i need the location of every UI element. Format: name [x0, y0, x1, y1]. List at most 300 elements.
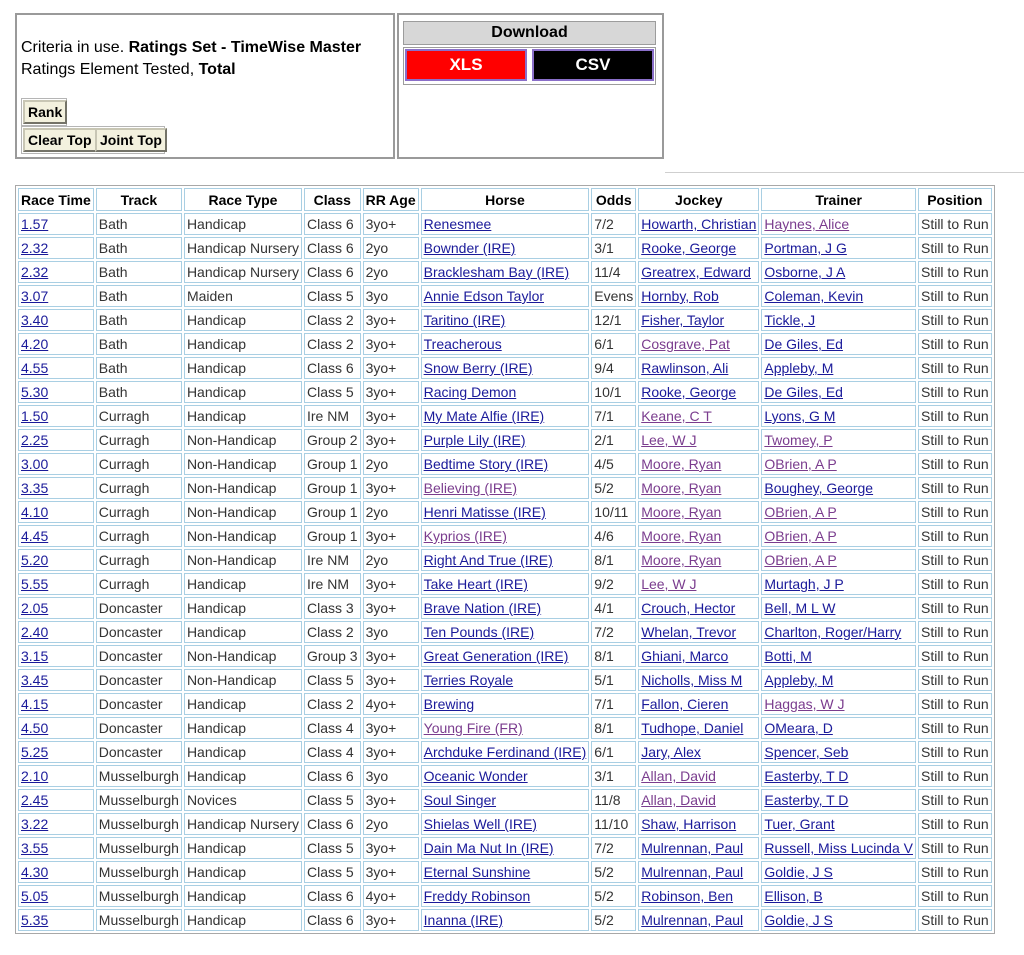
class-cell: Class 5	[304, 381, 361, 403]
race-time-link[interactable]: 1.50	[21, 408, 49, 424]
position-cell: Still to Run	[918, 261, 992, 283]
horse-cell	[421, 645, 590, 667]
race-type-cell: Handicap	[184, 333, 302, 355]
odds-cell: 12/1	[591, 309, 636, 331]
horse-cell	[421, 813, 590, 835]
rr-age-cell: 3yo+	[363, 213, 419, 235]
position-cell: Still to Run	[918, 333, 992, 355]
trainer-link[interactable]: Osborne, J A	[764, 264, 846, 280]
rr-age-cell: 3yo	[363, 621, 419, 643]
jockey-link[interactable]: Moore, Ryan	[641, 528, 722, 544]
table-row	[18, 549, 992, 571]
horse-link[interactable]: Annie Edson Taylor	[423, 288, 545, 304]
rr-age-cell: 2yo	[363, 813, 419, 835]
jockey-link[interactable]: Moore, Ryan	[641, 504, 722, 520]
race-time-cell	[18, 477, 94, 499]
track-cell: Bath	[96, 261, 182, 283]
track-cell: Doncaster	[96, 741, 182, 763]
position-cell: Still to Run	[918, 885, 992, 907]
race-time-link[interactable]: 3.40	[21, 312, 49, 328]
trainer-link[interactable]: Lyons, G M	[764, 408, 836, 424]
race-type-cell: Handicap	[184, 741, 302, 763]
trainer-cell	[761, 333, 916, 355]
trainer-cell	[761, 885, 916, 907]
horse-link[interactable]: Archduke Ferdinand (IRE)	[423, 744, 587, 760]
jockey-link[interactable]: Howarth, Christian	[641, 216, 757, 232]
track-cell: Curragh	[96, 405, 182, 427]
class-cell: Class 5	[304, 837, 361, 859]
column-header-jockey: Jockey	[638, 188, 759, 211]
horse-cell	[421, 693, 590, 715]
joint-top-button[interactable]: Joint Top	[95, 128, 167, 152]
table-row	[18, 765, 992, 787]
rr-age-cell: 3yo+	[363, 597, 419, 619]
jockey-cell	[638, 453, 759, 475]
race-time-link[interactable]: 4.45	[21, 528, 49, 544]
jockey-cell	[638, 261, 759, 283]
race-time-cell	[18, 669, 94, 691]
trainer-link[interactable]: Coleman, Kevin	[764, 288, 864, 304]
jockey-cell	[638, 597, 759, 619]
race-time-cell	[18, 645, 94, 667]
position-cell: Still to Run	[918, 717, 992, 739]
race-time-link[interactable]: 4.20	[21, 336, 49, 352]
rr-age-cell: 3yo+	[363, 909, 419, 931]
race-time-cell	[18, 429, 94, 451]
jockey-cell	[638, 285, 759, 307]
class-cell: Class 5	[304, 285, 361, 307]
trainer-cell	[761, 357, 916, 379]
trainer-cell	[761, 525, 916, 547]
table-row	[18, 597, 992, 619]
race-time-link[interactable]: 1.57	[21, 216, 49, 232]
jockey-link[interactable]: Keane, C T	[641, 408, 712, 424]
race-time-cell	[18, 453, 94, 475]
jockey-link[interactable]: Moore, Ryan	[641, 480, 722, 496]
race-type-cell: Handicap	[184, 597, 302, 619]
criteria-panel	[15, 13, 395, 159]
horse-link[interactable]: Freddy Robinson	[423, 888, 531, 904]
jockey-cell	[638, 525, 759, 547]
trainer-cell	[761, 453, 916, 475]
track-cell: Curragh	[96, 453, 182, 475]
trainer-cell	[761, 429, 916, 451]
jockey-cell	[638, 429, 759, 451]
race-time-link[interactable]: 2.32	[21, 264, 49, 280]
race-type-cell: Handicap Nursery	[184, 237, 302, 259]
class-cell: Class 4	[304, 717, 361, 739]
trainer-link[interactable]: Goldie, J S	[764, 912, 833, 928]
race-time-link[interactable]: 4.55	[21, 360, 49, 376]
xls-download-button[interactable]: XLS	[405, 49, 527, 81]
trainer-cell	[761, 789, 916, 811]
jockey-cell	[638, 573, 759, 595]
horse-link[interactable]: Inanna (IRE)	[423, 912, 504, 928]
horse-link[interactable]: Eternal Sunshine	[423, 864, 531, 880]
trainer-link[interactable]: Haggas, W J	[764, 696, 845, 712]
jockey-link[interactable]: Greatrex, Edward	[641, 264, 751, 280]
rank-button[interactable]: Rank	[23, 100, 67, 124]
table-row	[18, 213, 992, 235]
horse-link[interactable]: Treacherous	[423, 336, 502, 352]
jockey-link[interactable]: Mulrennan, Paul	[641, 840, 744, 856]
horse-cell	[421, 525, 590, 547]
horse-link[interactable]: Bedtime Story (IRE)	[423, 456, 549, 472]
horse-link[interactable]: Brave Nation (IRE)	[423, 600, 542, 616]
jockey-cell	[638, 765, 759, 787]
race-time-link[interactable]: 4.30	[21, 864, 49, 880]
race-type-cell: Non-Handicap	[184, 525, 302, 547]
trainer-link[interactable]: Easterby, T D	[764, 792, 849, 808]
horse-link[interactable]: Purple Lily (IRE)	[423, 432, 526, 448]
jockey-link[interactable]: Lee, W J	[641, 576, 697, 592]
race-time-cell	[18, 909, 94, 931]
horse-link[interactable]: Shielas Well (IRE)	[423, 816, 537, 832]
race-time-link[interactable]: 3.22	[21, 816, 49, 832]
jockey-cell	[638, 885, 759, 907]
race-type-cell: Handicap	[184, 909, 302, 931]
horse-link[interactable]: Racing Demon	[423, 384, 517, 400]
horse-link[interactable]: Take Heart (IRE)	[423, 576, 528, 592]
trainer-link[interactable]: Tickle, J	[764, 312, 816, 328]
trainer-cell	[761, 693, 916, 715]
table-row	[18, 261, 992, 283]
trainer-link[interactable]: De Giles, Ed	[764, 336, 843, 352]
horse-link[interactable]: Ten Pounds (IRE)	[423, 624, 535, 640]
position-cell: Still to Run	[918, 861, 992, 883]
odds-cell: 10/11	[591, 501, 636, 523]
horse-link[interactable]: Believing (IRE)	[423, 480, 518, 496]
jockey-link[interactable]: Robinson, Ben	[641, 888, 734, 904]
race-time-link[interactable]: 3.00	[21, 456, 49, 472]
trainer-link[interactable]: Murtagh, J P	[764, 576, 844, 592]
table-row	[18, 573, 992, 595]
race-type-cell: Non-Handicap	[184, 453, 302, 475]
horse-cell	[421, 909, 590, 931]
track-cell: Doncaster	[96, 621, 182, 643]
race-time-link[interactable]: 2.32	[21, 240, 49, 256]
trainer-cell	[761, 477, 916, 499]
race-time-link[interactable]: 3.15	[21, 648, 49, 664]
table-row	[18, 645, 992, 667]
race-time-link[interactable]: 5.30	[21, 384, 49, 400]
jockey-link[interactable]: Moore, Ryan	[641, 552, 722, 568]
column-header-horse: Horse	[421, 188, 590, 211]
table-row	[18, 477, 992, 499]
rr-age-cell: 3yo	[363, 765, 419, 787]
race-time-cell	[18, 597, 94, 619]
track-cell: Musselburgh	[96, 909, 182, 931]
trainer-link[interactable]: Tuer, Grant	[764, 816, 835, 832]
jockey-link[interactable]: Shaw, Harrison	[641, 816, 737, 832]
race-time-link[interactable]: 5.55	[21, 576, 49, 592]
track-cell: Curragh	[96, 573, 182, 595]
race-type-cell: Handicap	[184, 309, 302, 331]
rr-age-cell: 3yo+	[363, 717, 419, 739]
trainer-link[interactable]: OBrien, A P	[764, 456, 837, 472]
horse-link[interactable]: Great Generation (IRE)	[423, 648, 569, 664]
odds-cell: 11/10	[591, 813, 636, 835]
jockey-link[interactable]: Allan, David	[641, 768, 716, 784]
race-time-link[interactable]: 2.25	[21, 432, 49, 448]
horse-cell	[421, 837, 590, 859]
jockey-link[interactable]: Ghiani, Marco	[641, 648, 729, 664]
trainer-link[interactable]: Boughey, George	[764, 480, 874, 496]
trainer-cell	[761, 381, 916, 403]
odds-cell: 11/4	[591, 261, 636, 283]
trainer-link[interactable]: Goldie, J S	[764, 864, 833, 880]
horse-link[interactable]: Taritino (IRE)	[423, 312, 506, 328]
rr-age-cell: 2yo	[363, 261, 419, 283]
position-cell: Still to Run	[918, 453, 992, 475]
trainer-cell	[761, 861, 916, 883]
jockey-cell	[638, 213, 759, 235]
jockey-link[interactable]: Tudhope, Daniel	[641, 720, 744, 736]
class-cell: Class 5	[304, 789, 361, 811]
table-row	[18, 669, 992, 691]
jockey-link[interactable]: Whelan, Trevor	[641, 624, 737, 640]
position-cell: Still to Run	[918, 813, 992, 835]
trainer-link[interactable]: Bell, M L W	[764, 600, 836, 616]
horse-cell	[421, 573, 590, 595]
trainer-cell	[761, 765, 916, 787]
jockey-link[interactable]: Moore, Ryan	[641, 456, 722, 472]
race-time-link[interactable]: 4.15	[21, 696, 49, 712]
track-cell: Musselburgh	[96, 837, 182, 859]
divider	[665, 172, 1024, 173]
horse-link[interactable]: Snow Berry (IRE)	[423, 360, 533, 376]
rr-age-cell: 3yo+	[363, 669, 419, 691]
trainer-link[interactable]: Easterby, T D	[764, 768, 849, 784]
jockey-link[interactable]: Cosgrave, Pat	[641, 336, 730, 352]
position-cell: Still to Run	[918, 573, 992, 595]
class-cell: Class 6	[304, 909, 361, 931]
class-cell: Ire NM	[304, 549, 361, 571]
jockey-link[interactable]: Mulrennan, Paul	[641, 912, 744, 928]
horse-cell	[421, 765, 590, 787]
trainer-cell	[761, 741, 916, 763]
trainer-link[interactable]: Russell, Miss Lucinda V	[764, 840, 913, 856]
trainer-link[interactable]: Botti, M	[764, 648, 812, 664]
jockey-link[interactable]: Rawlinson, Ali	[641, 360, 729, 376]
column-header-odds: Odds	[591, 188, 636, 211]
table-row	[18, 237, 992, 259]
race-time-cell	[18, 837, 94, 859]
jockey-link[interactable]: Mulrennan, Paul	[641, 864, 744, 880]
class-cell: Class 2	[304, 333, 361, 355]
rr-age-cell: 3yo+	[363, 477, 419, 499]
rr-age-cell: 3yo+	[363, 645, 419, 667]
class-cell: Class 2	[304, 309, 361, 331]
table-row	[18, 381, 992, 403]
horse-link[interactable]: Bracklesham Bay (IRE)	[423, 264, 570, 280]
race-time-cell	[18, 237, 94, 259]
position-cell: Still to Run	[918, 693, 992, 715]
race-type-cell: Handicap	[184, 357, 302, 379]
horse-link[interactable]: Renesmee	[423, 216, 492, 232]
race-type-cell: Handicap	[184, 693, 302, 715]
race-time-link[interactable]: 5.20	[21, 552, 49, 568]
race-time-link[interactable]: 4.10	[21, 504, 49, 520]
table-row	[18, 909, 992, 931]
table-row	[18, 885, 992, 907]
jockey-link[interactable]: Fallon, Cieren	[641, 696, 729, 712]
race-time-cell	[18, 885, 94, 907]
criteria-line-element	[21, 59, 361, 81]
horse-link[interactable]: Soul Singer	[423, 792, 497, 808]
race-time-link[interactable]: 5.05	[21, 888, 49, 904]
race-type-cell: Handicap	[184, 573, 302, 595]
table-row	[18, 501, 992, 523]
jockey-link[interactable]: Rooke, George	[641, 240, 737, 256]
trainer-cell	[761, 285, 916, 307]
trainer-link[interactable]: Haynes, Alice	[764, 216, 850, 232]
jockey-cell	[638, 501, 759, 523]
trainer-cell	[761, 621, 916, 643]
column-header-class: Class	[304, 188, 361, 211]
position-cell: Still to Run	[918, 477, 992, 499]
trainer-link[interactable]: De Giles, Ed	[764, 384, 843, 400]
rr-age-cell: 2yo	[363, 453, 419, 475]
horse-link[interactable]: Kyprios (IRE)	[423, 528, 507, 544]
jockey-cell	[638, 789, 759, 811]
table-row	[18, 693, 992, 715]
track-cell: Curragh	[96, 477, 182, 499]
race-time-link[interactable]: 3.35	[21, 480, 49, 496]
track-cell: Doncaster	[96, 717, 182, 739]
horse-link[interactable]: Bownder (IRE)	[423, 240, 516, 256]
jockey-link[interactable]: Hornby, Rob	[641, 288, 719, 304]
race-time-cell	[18, 357, 94, 379]
race-type-cell: Handicap	[184, 381, 302, 403]
track-cell: Bath	[96, 357, 182, 379]
jockey-link[interactable]: Nicholls, Miss M	[641, 672, 743, 688]
column-header-race-type: Race Type	[184, 188, 302, 211]
horse-link[interactable]: Terries Royale	[423, 672, 514, 688]
position-cell: Still to Run	[918, 789, 992, 811]
race-time-link[interactable]: 3.55	[21, 840, 49, 856]
table-row	[18, 741, 992, 763]
trainer-link[interactable]: OBrien, A P	[764, 504, 837, 520]
trainer-link[interactable]: Appleby, M	[764, 672, 834, 688]
horse-link[interactable]: My Mate Alfie (IRE)	[423, 408, 545, 424]
race-time-link[interactable]: 5.35	[21, 912, 49, 928]
csv-download-button[interactable]: CSV	[532, 49, 654, 81]
odds-cell: 5/1	[591, 669, 636, 691]
rr-age-cell: 3yo+	[363, 525, 419, 547]
race-time-link[interactable]: 3.07	[21, 288, 49, 304]
horse-link[interactable]: Young Fire (FR)	[423, 720, 523, 736]
rr-age-cell: 3yo+	[363, 381, 419, 403]
table-row	[18, 813, 992, 835]
race-time-link[interactable]: 2.45	[21, 792, 49, 808]
race-time-link[interactable]: 4.50	[21, 720, 49, 736]
odds-cell: 7/2	[591, 837, 636, 859]
criteria-text	[21, 37, 361, 81]
trainer-link[interactable]: OBrien, A P	[764, 552, 837, 568]
rr-age-cell: 3yo+	[363, 573, 419, 595]
race-time-link[interactable]: 2.05	[21, 600, 49, 616]
trainer-link[interactable]: OBrien, A P	[764, 528, 837, 544]
race-time-link[interactable]: 2.40	[21, 624, 49, 640]
trainer-link[interactable]: Spencer, Seb	[764, 744, 849, 760]
track-cell: Curragh	[96, 525, 182, 547]
odds-cell: Evens	[591, 285, 636, 307]
trainer-link[interactable]: Charlton, Roger/Harry	[764, 624, 902, 640]
race-type-cell: Handicap	[184, 765, 302, 787]
trainer-link[interactable]: Portman, J G	[764, 240, 847, 256]
odds-cell: 7/2	[591, 213, 636, 235]
rr-age-cell: 2yo	[363, 549, 419, 571]
jockey-link[interactable]: Crouch, Hector	[641, 600, 736, 616]
jockey-link[interactable]: Jary, Alex	[641, 744, 701, 760]
class-cell: Class 6	[304, 885, 361, 907]
odds-cell: 3/1	[591, 237, 636, 259]
rr-age-cell: 2yo	[363, 237, 419, 259]
rr-age-cell: 3yo+	[363, 405, 419, 427]
race-time-cell	[18, 861, 94, 883]
criteria-prefix: Criteria in use.	[21, 39, 129, 56]
table-row	[18, 789, 992, 811]
table-row	[18, 429, 992, 451]
trainer-cell	[761, 645, 916, 667]
jockey-cell	[638, 309, 759, 331]
position-cell: Still to Run	[918, 237, 992, 259]
horse-cell	[421, 885, 590, 907]
track-cell: Doncaster	[96, 693, 182, 715]
clear-top-button[interactable]: Clear Top	[23, 128, 97, 152]
race-type-cell: Non-Handicap	[184, 429, 302, 451]
position-cell: Still to Run	[918, 669, 992, 691]
race-time-cell	[18, 501, 94, 523]
rr-age-cell: 3yo+	[363, 309, 419, 331]
horse-link[interactable]: Dain Ma Nut In (IRE)	[423, 840, 554, 856]
horse-cell	[421, 621, 590, 643]
trainer-cell	[761, 309, 916, 331]
horse-link[interactable]: Oceanic Wonder	[423, 768, 528, 784]
odds-cell: 8/1	[591, 645, 636, 667]
rr-age-cell: 3yo+	[363, 837, 419, 859]
trainer-link[interactable]: Appleby, M	[764, 360, 834, 376]
track-cell: Musselburgh	[96, 813, 182, 835]
horse-link[interactable]: Right And True (IRE)	[423, 552, 553, 568]
race-type-cell: Maiden	[184, 285, 302, 307]
jockey-link[interactable]: Fisher, Taylor	[641, 312, 725, 328]
column-header-position: Position	[918, 188, 992, 211]
race-type-cell: Novices	[184, 789, 302, 811]
position-cell: Still to Run	[918, 837, 992, 859]
horse-link[interactable]: Brewing	[423, 696, 475, 712]
position-cell: Still to Run	[918, 381, 992, 403]
trainer-cell	[761, 237, 916, 259]
trainer-link[interactable]: Ellison, B	[764, 888, 823, 904]
jockey-link[interactable]: Rooke, George	[641, 384, 737, 400]
trainer-link[interactable]: OMeara, D	[764, 720, 833, 736]
race-time-link[interactable]: 5.25	[21, 744, 49, 760]
trainer-link[interactable]: Twomey, P	[764, 432, 833, 448]
jockey-link[interactable]: Allan, David	[641, 792, 716, 808]
jockey-link[interactable]: Lee, W J	[641, 432, 697, 448]
position-cell: Still to Run	[918, 213, 992, 235]
race-type-cell: Handicap Nursery	[184, 813, 302, 835]
race-time-link[interactable]: 3.45	[21, 672, 49, 688]
position-cell: Still to Run	[918, 429, 992, 451]
position-cell: Still to Run	[918, 621, 992, 643]
odds-cell: 6/1	[591, 741, 636, 763]
horse-link[interactable]: Henri Matisse (IRE)	[423, 504, 546, 520]
jockey-cell	[638, 621, 759, 643]
race-time-link[interactable]: 2.10	[21, 768, 49, 784]
